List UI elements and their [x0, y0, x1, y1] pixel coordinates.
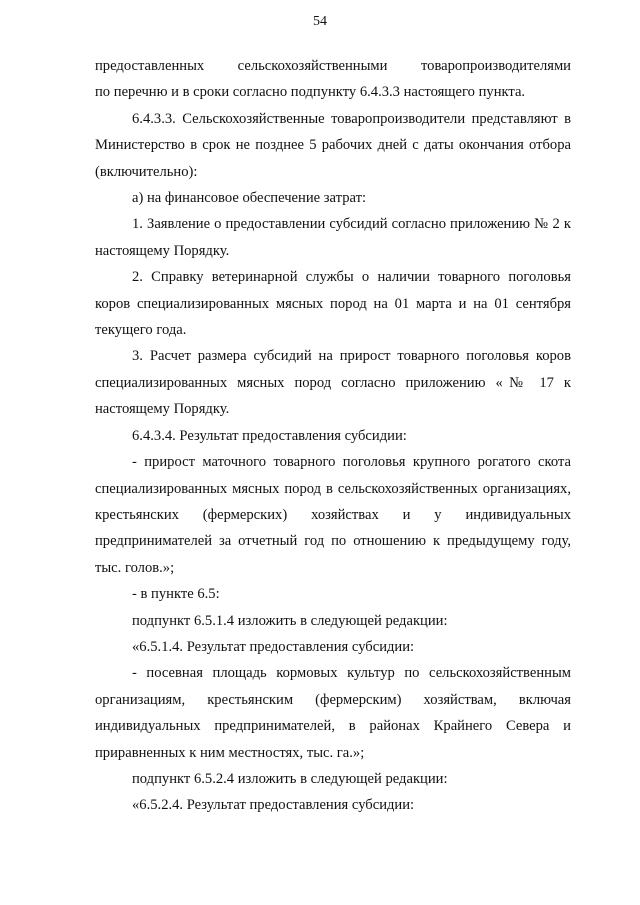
paragraph-point-6-5: - в пункте 6.5:: [132, 586, 220, 603]
paragraph-result-cattle: - прирост маточного товарного поголовья крупного рогатого скота специализированных мясных пород в сельскохозяйственных организациях, крестьянских (фермерских) хозяйствах и у индивидуальных предпринимателей за отчетный год по отношению к предыдущему году, тыс. голов.»;: [95, 454, 571, 576]
list-item-1: 1. Заявление о предоставлении субсидий согласно приложению № 2 к настоящему Порядку.: [95, 216, 571, 259]
page-number: 54: [313, 14, 327, 29]
paragraph-result-feed-crops: - посевная площадь кормовых культур по сельскохозяйственным организациям, крестьянским (фермерским) хозяйствам, включая индивидуальных предпринимателей, в районах Крайнего Севера и приравненных к ним местностях, тыс. га.»;: [95, 665, 571, 761]
paragraph-6-5-2-4: «6.5.2.4. Результат предоставления субсидии:: [132, 797, 415, 814]
paragraph-financing: а) на финансовое обеспечение затрат:: [132, 190, 367, 207]
paragraph-continuation: предоставленных сельскохозяйственными товаропроизводителями: [95, 58, 571, 74]
paragraph-continuation-end: по перечню и в сроки согласно подпункту 6.4.3.3 настоящего пункта.: [95, 84, 526, 101]
paragraph-subpoint-6-5-2-4: подпункт 6.5.2.4 изложить в следующей редакции:: [132, 770, 448, 787]
paragraph-subpoint-6-5-1-4: подпункт 6.5.1.4 изложить в следующей редакции:: [132, 612, 448, 629]
paragraph-6-4-3-4: 6.4.3.4. Результат предоставления субсидии:: [132, 427, 407, 444]
paragraph-6-5-1-4: «6.5.1.4. Результат предоставления субсидии:: [132, 638, 415, 655]
paragraph-6-4-3-3: 6.4.3.3. Сельскохозяйственные товаропроизводители представляют в Министерство в срок не позднее 5 рабочих дней с даты окончания отбора (включительно):: [95, 110, 571, 180]
list-item-2: 2. Справку ветеринарной службы о наличии товарного поголовья коров специализированных мясных пород на 01 марта и на 01 сентября текущего года.: [95, 269, 571, 339]
list-item-3: 3. Расчет размера субсидий на прирост товарного поголовья коров специализированных мясных пород согласно приложению «№ 17 к настоящему Порядку.: [95, 348, 571, 418]
document-body: [95, 53, 571, 819]
